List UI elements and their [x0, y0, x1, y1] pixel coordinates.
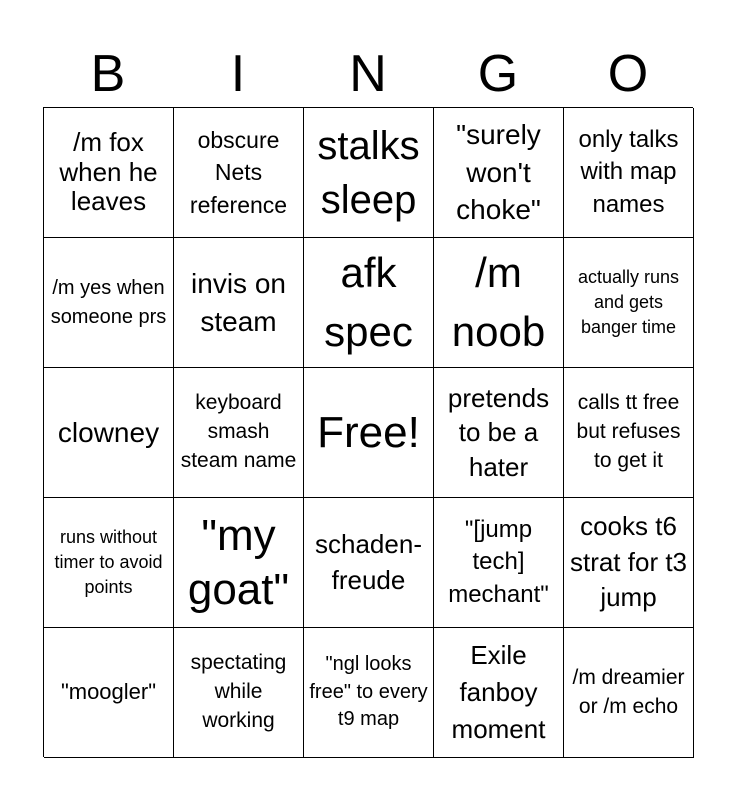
cell-text: only talks with map names [578, 125, 679, 218]
bingo-cell-r2c2[interactable] [174, 238, 304, 368]
header-letter-g: G [477, 45, 519, 103]
bingo-cell-r5c1[interactable] [44, 628, 174, 758]
bingo-cell-r1c5[interactable] [564, 108, 694, 238]
cell-text: cooks t6 strat for t3 jump [569, 510, 688, 613]
bingo-cell-r3c3[interactable] [304, 368, 434, 498]
free-space-text: Free! [317, 407, 420, 457]
bingo-cell-r4c3[interactable] [304, 498, 434, 628]
header-letter-o: O [607, 45, 649, 103]
bingo-cell-r2c4[interactable] [434, 238, 564, 368]
cell-text: /m fox when he leaves [59, 127, 158, 217]
bingo-cell-r5c5[interactable] [564, 628, 694, 758]
bingo-cell-r4c1[interactable] [44, 498, 174, 628]
header-letter-i: I [230, 45, 246, 103]
cell-text: Exile fanboy moment [451, 640, 546, 744]
header-letter-b: B [90, 45, 126, 103]
cell-text: "ngl looks free" to every t9 map [309, 653, 428, 731]
cell-text: pretends to be a hater [447, 383, 550, 482]
header-letter-n: N [349, 45, 387, 103]
cell-text: actually runs and gets banger time [577, 266, 680, 338]
cell-text: invis on steam [191, 267, 286, 337]
bingo-cell-r1c3[interactable] [304, 108, 434, 238]
bingo-cell-r3c2[interactable] [174, 368, 304, 498]
cell-text: "surely won't choke" [456, 118, 541, 226]
cell-text: /m dreamier or /m echo [572, 665, 685, 718]
bingo-cell-r3c5[interactable] [564, 368, 694, 498]
cell-text: keyboard smash steam name [180, 391, 297, 472]
bingo-cell-r3c1[interactable] [44, 368, 174, 498]
cell-text: runs without timer to avoid points [54, 526, 163, 598]
cell-text: stalks sleep [317, 123, 420, 222]
bingo-header [43, 44, 693, 104]
bingo-cell-r3c4[interactable] [434, 368, 564, 498]
bingo-cell-r1c4[interactable] [434, 108, 564, 238]
bingo-cell-r4c2[interactable] [174, 498, 304, 628]
cell-text: /m yes when someone prs [50, 276, 167, 328]
bingo-cell-r5c4[interactable] [434, 628, 564, 758]
cell-text: "my goat" [187, 510, 290, 614]
cell-text: "moogler" [60, 679, 157, 705]
cell-text: schaden-freude [315, 529, 422, 595]
bingo-cell-r2c1[interactable] [44, 238, 174, 368]
bingo-cell-r4c5[interactable] [564, 498, 694, 628]
bingo-cell-r1c2[interactable] [174, 108, 304, 238]
bingo-grid [43, 107, 693, 757]
cell-text: clowney [57, 416, 160, 448]
cell-text: spectating while working [190, 651, 287, 732]
cell-text: calls tt free but refuses to get it [576, 391, 681, 472]
cell-text: obscure Nets reference [189, 127, 288, 218]
bingo-cell-r2c5[interactable] [564, 238, 694, 368]
bingo-cell-r5c3[interactable] [304, 628, 434, 758]
bingo-cell-r5c2[interactable] [174, 628, 304, 758]
bingo-cell-r4c4[interactable] [434, 498, 564, 628]
bingo-cell-r1c1[interactable] [44, 108, 174, 238]
bingo-cell-r2c3[interactable] [304, 238, 434, 368]
cell-text: "[jump tech] mechant" [448, 515, 549, 608]
cell-text: /m noob [451, 248, 546, 355]
cell-text: afk spec [324, 248, 413, 355]
